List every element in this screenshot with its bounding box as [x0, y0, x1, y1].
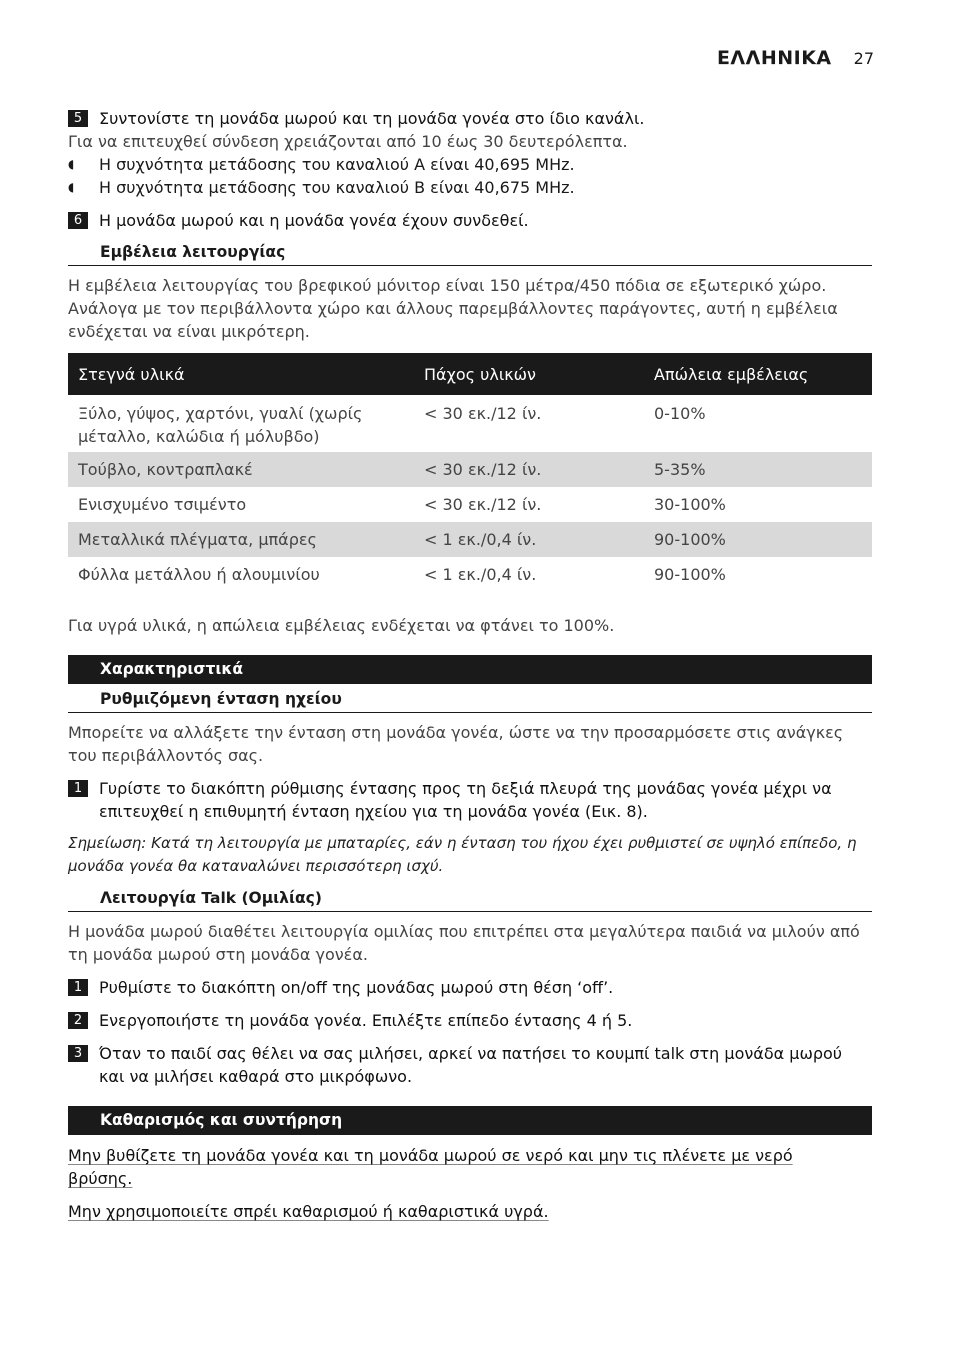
- range-subheading: Εμβέλεια λειτουργίας: [68, 241, 872, 266]
- table-cell: 30-100%: [654, 495, 726, 514]
- table-cell: < 1 εκ./0,4 ίν.: [424, 565, 537, 584]
- step-text: Όταν το παιδί σας θέλει να σας μιλήσει, αρκεί να πατήσει το κουμπί talk στη μονάδα μωρού και να μιλήσει καθαρά στο μικρόφωνο.: [99, 1044, 843, 1086]
- table-cell: Ξύλο, γύψος, χαρτόνι, γυαλί (χωρίς μέταλλο, καλώδια ή μόλυβδο): [78, 404, 363, 446]
- bullet-text: Η συχνότητα μετάδοσης του καναλιού A είναι 40,695 MHz.: [99, 155, 575, 174]
- talk-step-1: [68, 976, 872, 999]
- range-paragraph: Η εμβέλεια λειτουργίας του βρεφικού μόνιτορ είναι 150 μέτρα/450 πόδια σε εξωτερικό χώρο. Ανάλογα με τον περιβάλλοντα χώρο και άλλους παρεμβάλλοντες παράγοντες, αυτή η εμβέλεια ενδέχεται να είναι μικρότερη.: [68, 276, 838, 341]
- bullet-item: [68, 176, 872, 199]
- talk-paragraph: Η μονάδα μωρού διαθέτει λειτουργία ομιλίας που επιτρέπει στα μεγαλύτερα παιδιά να μιλούν από τη μονάδα μωρού στη μονάδα γονέα.: [68, 922, 860, 964]
- step-number: 1: [68, 979, 88, 996]
- cleaning-section-heading: Καθαρισμός και συντήρηση: [68, 1106, 872, 1135]
- step-text: Ρυθμίστε το διακόπτη on/off της μονάδας μωρού στη θέση ‘off’.: [99, 978, 614, 997]
- step-number: 2: [68, 1012, 88, 1029]
- volume-step-1: [68, 777, 872, 823]
- language-label: ΕΛΛΗΝΙΚΑ: [716, 47, 832, 69]
- table-header-cell: Στεγνά υλικά: [68, 353, 414, 395]
- volume-subheading: Ρυθμιζόμενη ένταση ηχείου: [68, 688, 872, 713]
- table-cell: 0-10%: [654, 404, 706, 423]
- bullet-arrow-icon: ◖: [68, 180, 75, 194]
- page-number: 27: [853, 49, 874, 68]
- step-6: [68, 209, 872, 232]
- range-loss-table: [68, 353, 872, 592]
- table-cell: 90-100%: [644, 522, 872, 557]
- table-cell: 90-100%: [654, 565, 726, 584]
- talk-step-3: [68, 1042, 872, 1088]
- step-5-note: Για να επιτευχθεί σύνδεση χρειάζονται από 10 έως 30 δευτερόλεπτα.: [68, 132, 628, 151]
- step-number: 1: [68, 780, 88, 797]
- step-number: 6: [68, 212, 88, 229]
- page-header: [717, 47, 874, 69]
- cleaning-warning-2: Μην χρησιμοποιείτε σπρέι καθαρισμού ή καθαριστικά υγρά.: [68, 1202, 549, 1221]
- table-header-row: [68, 353, 872, 395]
- table-cell: Τούβλο, κοντραπλακέ: [68, 452, 414, 487]
- table-cell: < 30 εκ./12 ίν.: [414, 452, 644, 487]
- table-row: [68, 487, 872, 522]
- step-text: Συντονίστε τη μονάδα μωρού και τη μονάδα γονέα στο ίδιο κανάλι.: [99, 109, 645, 128]
- wet-materials-note: Για υγρά υλικά, η απώλεια εμβέλειας ενδέχεται να φτάνει το 100%.: [68, 616, 615, 635]
- talk-subheading: Λειτουργία Talk (Ομιλίας): [68, 887, 872, 912]
- table-header-cell: Πάχος υλικών: [414, 353, 644, 395]
- page-content: [68, 107, 872, 1223]
- step-text: Ενεργοποιήστε τη μονάδα γονέα. Επιλέξτε επίπεδο έντασης 4 ή 5.: [99, 1011, 633, 1030]
- table-row: [68, 557, 872, 592]
- step-text: Γυρίστε το διακόπτη ρύθμισης έντασης προς τη δεξιά πλευρά της μονάδας γονέα μέχρι να επιτευχθεί η επιθυμητή ένταση ηχείου για τη μονάδα γονέα (Εικ. 8).: [99, 779, 832, 821]
- volume-paragraph: Μπορείτε να αλλάξετε την ένταση στη μονάδα γονέα, ώστε να την προσαρμόσετε στις ανάγκες του περιβάλλοντός σας.: [68, 723, 844, 765]
- table-cell: < 30 εκ./12 ίν.: [424, 404, 542, 423]
- table-cell: Μεταλλικά πλέγματα, μπάρες: [68, 522, 414, 557]
- table-row: [68, 395, 872, 452]
- bullet-text: Η συχνότητα μετάδοσης του καναλιού B είναι 40,675 MHz.: [99, 178, 575, 197]
- bullet-item: [68, 153, 872, 176]
- step-number: 5: [68, 110, 88, 127]
- table-cell: 5-35%: [644, 452, 872, 487]
- step-number: 3: [68, 1045, 88, 1062]
- talk-step-2: [68, 1009, 872, 1032]
- battery-note: Σημείωση: Κατά τη λειτουργία με μπαταρίες, εάν η ένταση του ήχου έχει ρυθμιστεί σε υψηλό επίπεδο, η μονάδα γονέα θα καταναλώνει περισσότερη ισχύ.: [68, 834, 857, 875]
- cleaning-warning-1: Μην βυθίζετε τη μονάδα γονέα και τη μονάδα μωρού σε νερό και μην τις πλένετε με νερό βρύσης.: [68, 1146, 793, 1188]
- table-row: [68, 452, 872, 487]
- table-header-cell: Απώλεια εμβέλειας: [644, 353, 872, 395]
- table-cell: Ενισχυμένο τσιμέντο: [78, 495, 247, 514]
- table-cell: < 1 εκ./0,4 ίν.: [414, 522, 644, 557]
- features-section-heading: Χαρακτηριστικά: [68, 655, 872, 684]
- table-row: [68, 522, 872, 557]
- table-cell: Φύλλα μετάλλου ή αλουμινίου: [78, 565, 320, 584]
- bullet-arrow-icon: ◖: [68, 157, 75, 171]
- table-cell: < 30 εκ./12 ίν.: [424, 495, 542, 514]
- step-5: [68, 107, 872, 130]
- step-text: Η μονάδα μωρού και η μονάδα γονέα έχουν συνδεθεί.: [99, 211, 529, 230]
